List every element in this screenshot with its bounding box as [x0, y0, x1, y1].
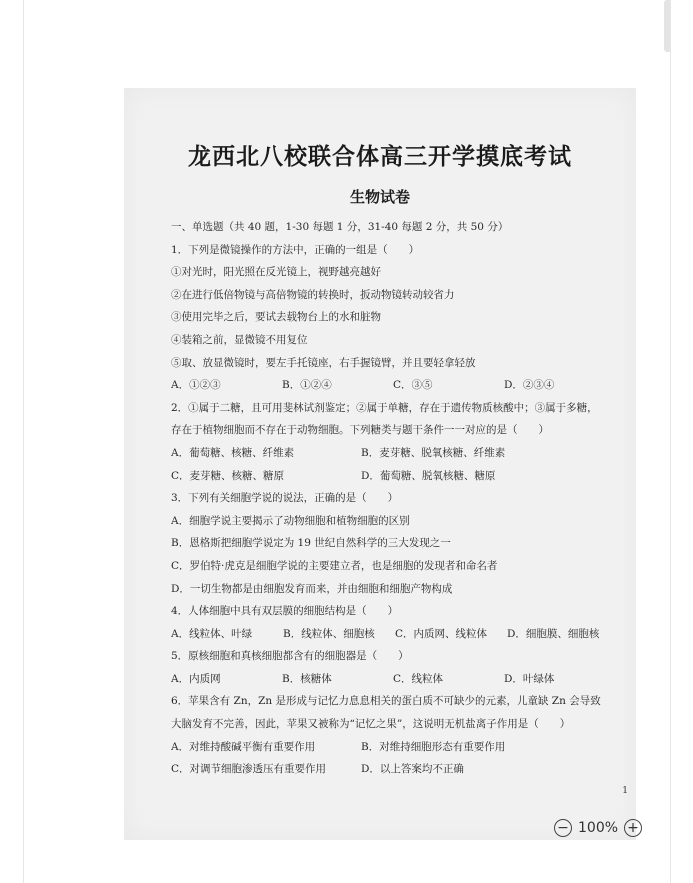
zoom-in-icon[interactable]: [624, 819, 642, 837]
option-d: D．葡萄糖、脱氧核糖、糖原: [361, 469, 496, 482]
exam-paper: [124, 88, 636, 840]
question-item: ②在进行低倍物镜与高倍物镜的转换时，扳动物镜转动较省力: [171, 288, 455, 301]
option-c: C．麦芽糖、核糖、糖原: [171, 469, 285, 482]
question-stem: 3．下列有关细胞学说的说法，正确的是（ ）: [171, 492, 399, 505]
question-item: ④装箱之前，显微镜不用复位: [171, 333, 308, 346]
option-a: A．葡萄糖、核糖、纤维素: [171, 446, 295, 459]
question-item: ③使用完毕之后，要试去载物台上的水和脏物: [171, 311, 381, 324]
question-item: ①对光时，阳光照在反光镜上，视野越亮越好: [171, 266, 381, 279]
question-stem: 5．原核细胞和真核细胞都含有的细胞器是（ ）: [171, 650, 409, 663]
question-stem: 存在于植物细胞而不存在于动物细胞。下列糖类与题干条件一一对应的是（ ）: [171, 424, 549, 437]
option-d: D．一切生物都是由细胞发育而来，并由细胞和细胞产物构成: [171, 582, 453, 595]
option-a: A．线粒体、叶绿: [171, 627, 253, 640]
option-c: C．罗伯特·虎克是细胞学说的主要建立者，也是细胞的发现者和命名者: [171, 559, 498, 572]
option-d: D．以上答案均不正确: [361, 763, 464, 776]
option-b: B．线粒体、细胞核: [283, 627, 375, 640]
answer-options: [171, 758, 626, 781]
option-d: D．②③④: [504, 379, 555, 392]
option-a: A．细胞学说主要揭示了动物细胞和植物细胞的区别: [171, 514, 410, 527]
exam-title: 龙西北八校联合体高三开学摸底考试: [188, 143, 572, 170]
question-stem: 1．下列是微镜操作的方法中，正确的一组是（ ）: [171, 243, 420, 256]
option-b: B．恩格斯把细胞学说定为 19 世纪自然科学的三大发现之一: [171, 537, 451, 550]
question-item: ⑤取、放显微镜时，要左手托镜座，右手握镜臂，并且要轻拿轻放: [171, 356, 476, 369]
question-stem: 6．苹果含有 Zn，Zn 是形成与记忆力息息相关的蛋白质不可缺少的元素，儿童缺 Zn 会导致: [171, 695, 601, 708]
question-list: [171, 216, 626, 781]
zoom-control: [554, 814, 642, 842]
option-c: C．内质网、线粒体: [395, 627, 488, 640]
zoom-level: 100%: [578, 820, 619, 836]
option-c: C．对调节细胞渗透压有重要作用: [171, 763, 327, 776]
zoom-out-icon[interactable]: [554, 819, 572, 837]
document-viewer[interactable]: [23, 0, 671, 883]
option-b: B．对维持细胞形态有重要作用: [361, 740, 506, 753]
option-a: A．①②③: [171, 379, 221, 392]
answer-options: [171, 374, 626, 397]
answer-options: [171, 442, 626, 465]
option-b: B．核糖体: [282, 672, 332, 685]
section-heading: 一、单选题（共 40 题，1-30 每题 1 分，31-40 每题 2 分，共 50 分）: [171, 221, 509, 233]
option-a: A．对维持酸碱平衡有重要作用: [171, 740, 316, 753]
option-a: A．内质网: [171, 672, 221, 685]
option-d: D．细胞膜、细胞核: [507, 627, 600, 640]
option-d: D．叶绿体: [504, 672, 555, 685]
exam-subtitle: 生物试卷: [349, 188, 410, 206]
option-b: B．麦芽糖、脱氧核糖、纤维素: [361, 446, 506, 459]
answer-options: [171, 465, 626, 488]
answer-options: [171, 668, 626, 691]
question-stem: 2．①属于二糖，且可用斐林试剂鉴定；②属于单糖，存在于遗传物质核酸中；③属于多糖，: [171, 401, 598, 414]
option-b: B．①②④: [282, 379, 332, 392]
answer-options: [171, 623, 626, 646]
question-stem: 4．人体细胞中具有双层膜的细胞结构是（ ）: [171, 605, 399, 618]
page-number: 1: [622, 786, 628, 796]
option-c: C．③⑤: [393, 379, 433, 392]
minus-glyph: −: [557, 820, 569, 836]
plus-glyph: +: [627, 820, 639, 836]
question-stem: 大脑发育不完善，因此，苹果又被称为“记忆之果”，这说明无机盐离子作用是（ ）: [171, 718, 571, 731]
option-c: C．线粒体: [393, 672, 444, 685]
answer-options: [171, 736, 626, 759]
scanned-page: [124, 88, 636, 840]
scrollbar-handle[interactable]: [664, 0, 670, 52]
